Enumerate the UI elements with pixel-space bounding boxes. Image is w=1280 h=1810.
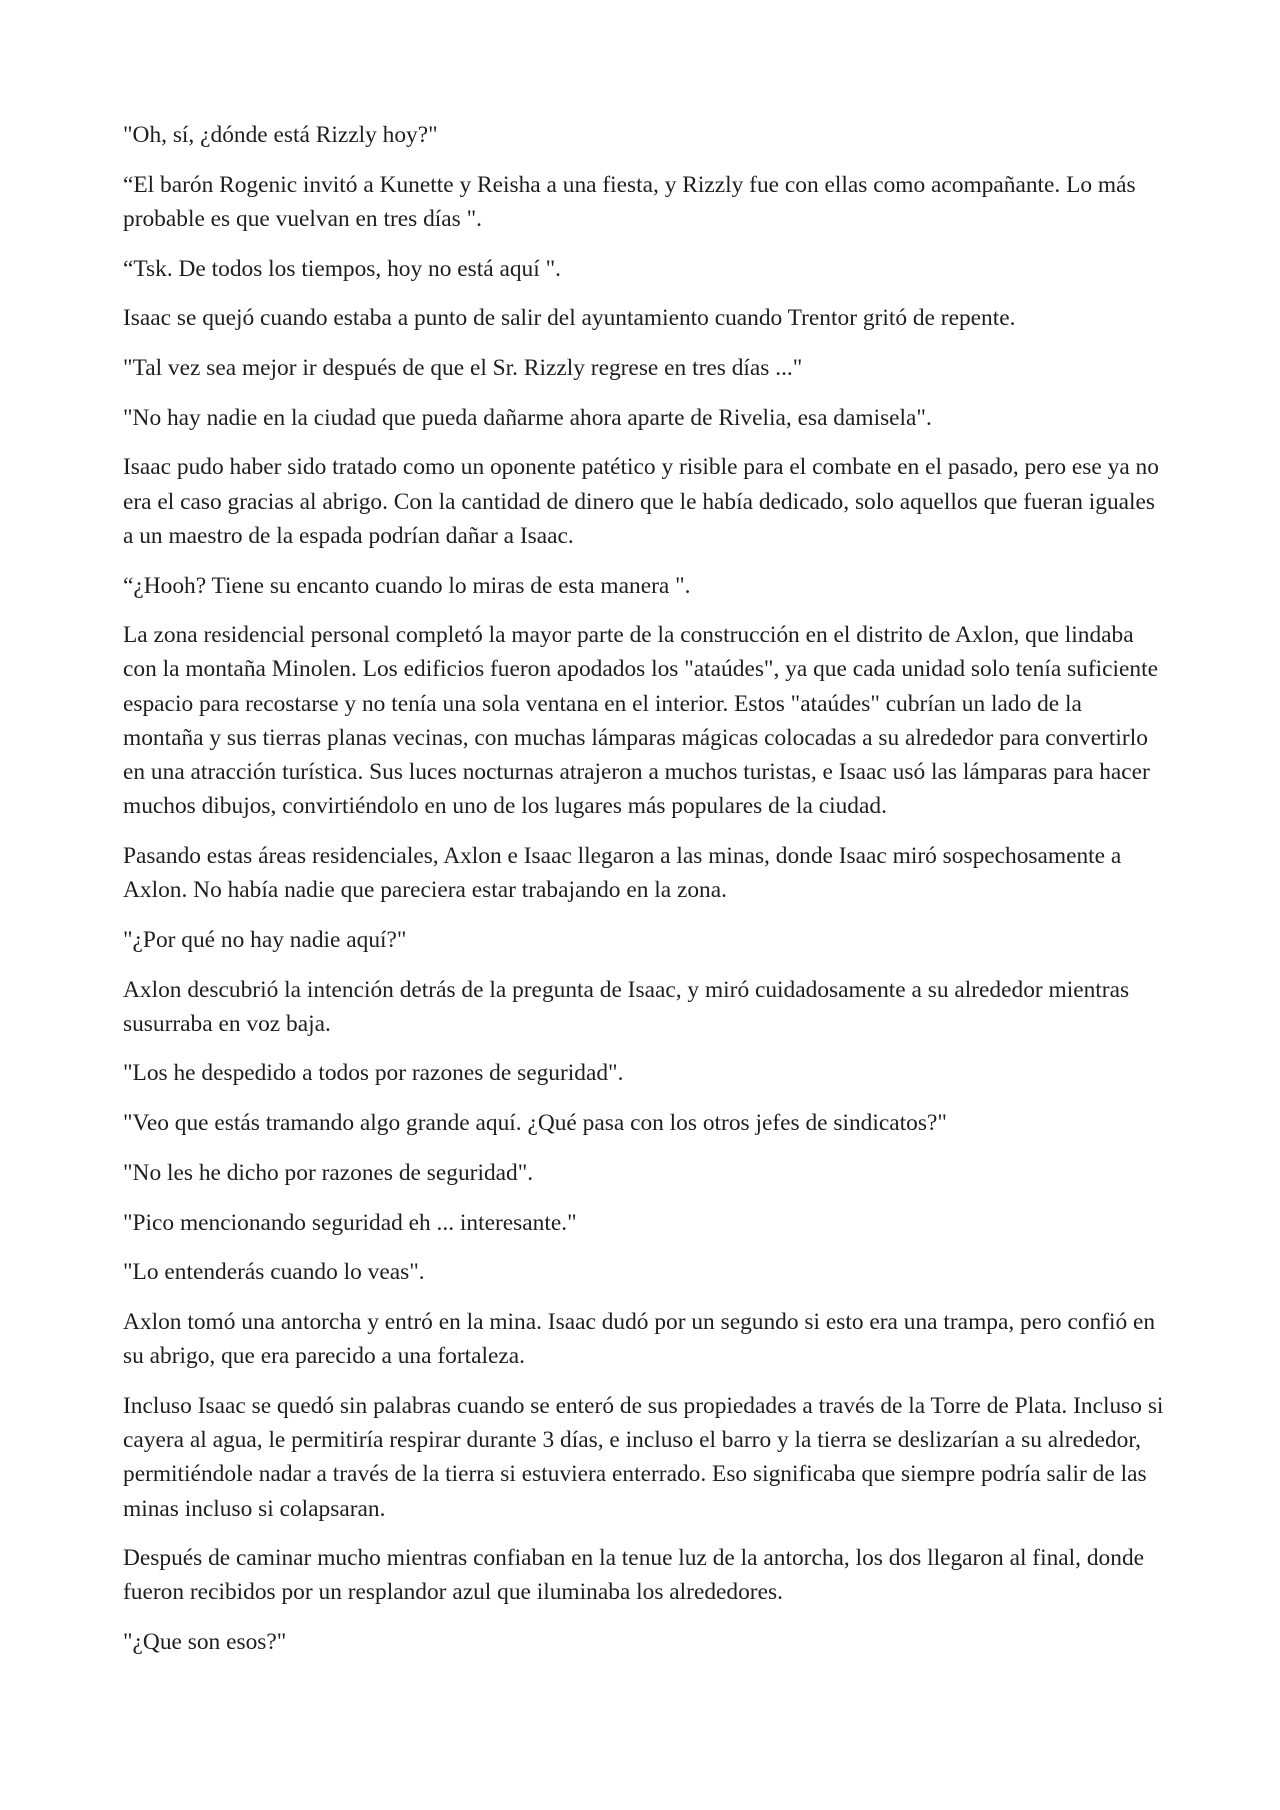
paragraph: La zona residencial personal completó la mayor parte de la construcción en el distrito de Axlon, que lindaba con la montaña Minolen. Los edificios fueron apodados los "ataúdes", ya que cada unidad solo tenía suficiente espacio para recostarse y no tenía una sola ventana en el interior. Estos "ataúdes" cubrían un lado de la montaña y sus tierras planas vecinas, con muchas lámparas mágicas colocadas a su alrededor para convertirlo en una atracción turística. Sus luces nocturnas atrajeron a muchos turistas, e Isaac usó las lámparas para hacer muchos dibujos, convirtiéndolo en uno de los lugares más populares de la ciudad. <box>123 622 1158 820</box>
paragraph: "Los he despedido a todos por razones de seguridad". <box>123 1060 624 1087</box>
paragraph: "Lo entenderás cuando lo veas". <box>123 1259 425 1286</box>
paragraph: “El barón Rogenic invitó a Kunette y Reisha a una fiesta, y Rizzly fue con ellas como acompañante. Lo más probable es que vuelvan en tres días ". <box>123 171 1136 232</box>
paragraph: "¿Que son esos?" <box>123 1629 287 1656</box>
paragraph: Axlon tomó una antorcha y entró en la mina. Isaac dudó por un segundo si esto era una trampa, pero confió en su abrigo, que era parecido a una fortaleza. <box>123 1308 1156 1370</box>
paragraph: Después de caminar mucho mientras confiaban en la tenue luz de la antorcha, los dos llegaron al final, donde fueron recibidos por un resplandor azul que iluminaba los alrededores. <box>123 1545 1145 1606</box>
paragraph: “¿Hooh? Tiene su encanto cuando lo miras de esta manera ". <box>123 572 691 599</box>
paragraph: Pasando estas áreas residenciales, Axlon e Isaac llegaron a las minas, donde Isaac miró sospechosamente a Axlon. No había nadie que pareciera estar trabajando en la zona. <box>123 842 1122 904</box>
paragraph: “Tsk. De todos los tiempos, hoy no está aquí ". <box>123 255 561 282</box>
paragraph: "Veo que estás tramando algo grande aquí. ¿Qué pasa con los otros jefes de sindicatos?" <box>123 1110 947 1137</box>
paragraph: Incluso Isaac se quedó sin palabras cuando se enteró de sus propiedades a través de la Torre de Plata. Incluso si cayera al agua, le permitiría respirar durante 3 días, e incluso el barro y la tierra se deslizarían a su alrededor, permitiéndole nadar a través de la tierra si estuviera enterrado. Eso significaba que siempre podría salir de las minas incluso si colapsaran. <box>123 1392 1164 1522</box>
paragraph: "No hay nadie en la ciudad que pueda dañarme ahora aparte de Rivelia, esa damisela". <box>123 404 932 431</box>
paragraph: "¿Por qué no hay nadie aquí?" <box>123 926 407 953</box>
paragraph: "Oh, sí, ¿dónde está Rizzly hoy?" <box>123 122 438 148</box>
paragraph: Isaac se quejó cuando estaba a punto de salir del ayuntamiento cuando Trentor gritó de repente. <box>123 305 1016 332</box>
paragraph: Axlon descubrió la intención detrás de la pregunta de Isaac, y miró cuidadosamente a su alrededor mientras susurraba en voz baja. <box>123 976 1130 1037</box>
paragraph: Isaac pudo haber sido tratado como un oponente patético y risible para el combate en el pasado, pero ese ya no era el caso gracias al abrigo. Con la cantidad de dinero que le había dedicado, solo aquellos que fueran iguales a un maestro de la espada podrían dañar a Isaac. <box>123 454 1159 549</box>
paragraph: "Pico mencionando seguridad eh ... interesante." <box>123 1209 577 1236</box>
paragraph: "Tal vez sea mejor ir después de que el Sr. Rizzly regrese en tres días ..." <box>123 355 803 382</box>
paragraph: "No les he dicho por razones de seguridad". <box>123 1159 534 1186</box>
document-page <box>123 118 1168 1675</box>
